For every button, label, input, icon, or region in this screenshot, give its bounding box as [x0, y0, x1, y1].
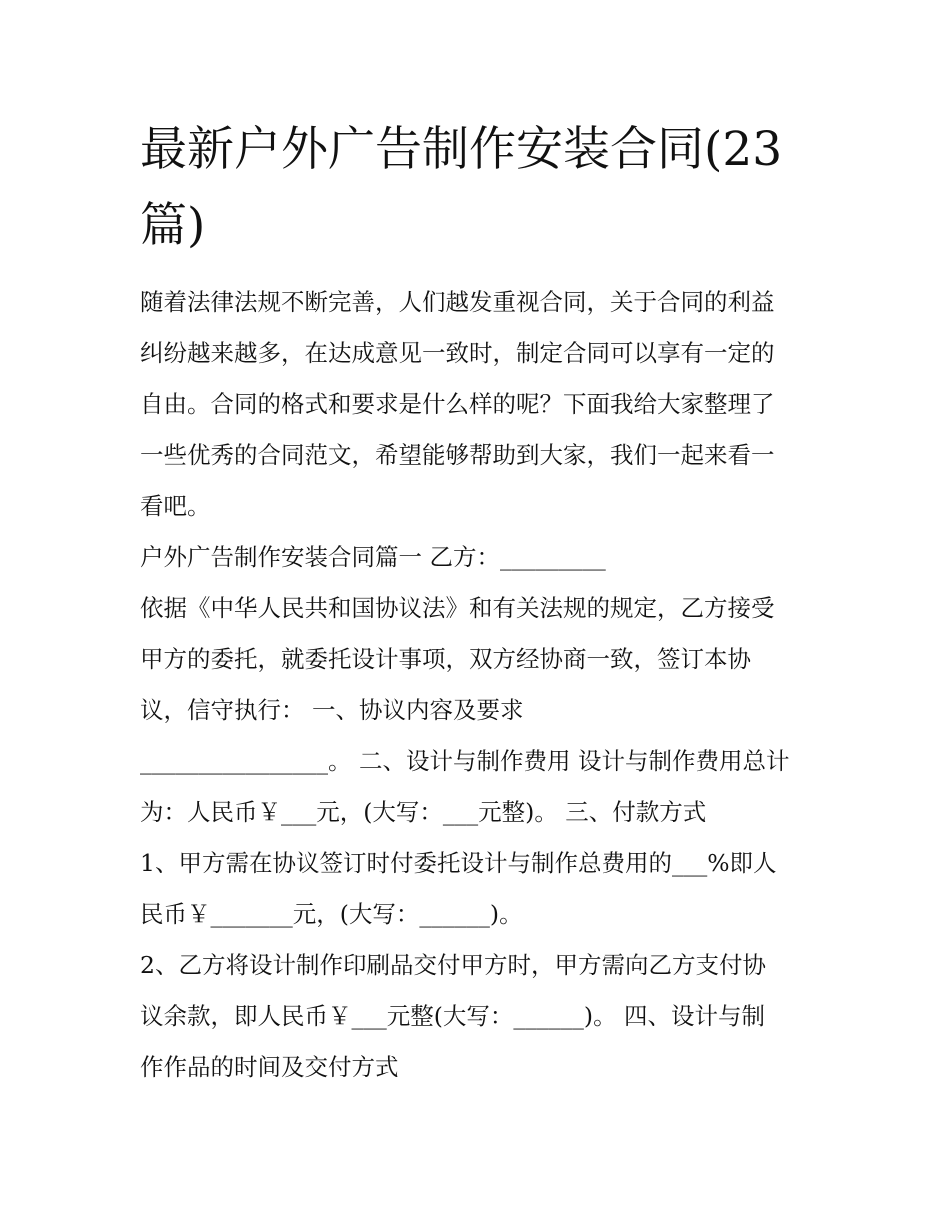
text-line: ________________。 二、设计与制作费用 设计与制作费用总计 — [140, 747, 790, 775]
text-line: 随着法律法规不断完善，人们越发重视合同，关于合同的利益 — [140, 288, 775, 316]
text-line: 1、甲方需在协议签订时付委托设计与制作总费用的___%即人 — [140, 849, 777, 877]
section-heading-line: 户外广告制作安装合同篇一 乙方：_________ — [140, 543, 606, 571]
text-line: 一些优秀的合同范文，希望能够帮助到大家，我们一起来看一 — [140, 441, 775, 469]
document-title: 最新户外广告制作安装合同(23篇) — [140, 122, 783, 253]
text-line: 议余款，即人民币￥___元整(大写：______)。 四、设计与制 — [140, 1002, 766, 1030]
text-line: 民币￥_______元，(大写：______)。 — [140, 900, 523, 928]
text-line: 甲方的委托，就委托设计事项，双方经协商一致，签订本协 — [140, 645, 751, 673]
text-line: 依据《中华人民共和国协议法》和有关法规的规定，乙方接受 — [140, 594, 775, 622]
text-line: 议，信守执行： 一、协议内容及要求 — [140, 696, 524, 724]
text-line: 看吧。 — [140, 492, 211, 520]
text-line: 纠纷越来越多，在达成意见一致时，制定合同可以享有一定的 — [140, 339, 775, 367]
text-line: 自由。合同的格式和要求是什么样的呢？下面我给大家整理了 — [140, 390, 775, 418]
text-line: 为：人民币￥___元，(大写：___元整)。 三、付款方式 — [140, 798, 707, 826]
text-line: 作作品的时间及交付方式 — [140, 1053, 399, 1081]
document-body — [140, 277, 820, 1093]
text-line: 2、乙方将设计制作印刷品交付甲方时，甲方需向乙方支付协 — [140, 951, 766, 979]
